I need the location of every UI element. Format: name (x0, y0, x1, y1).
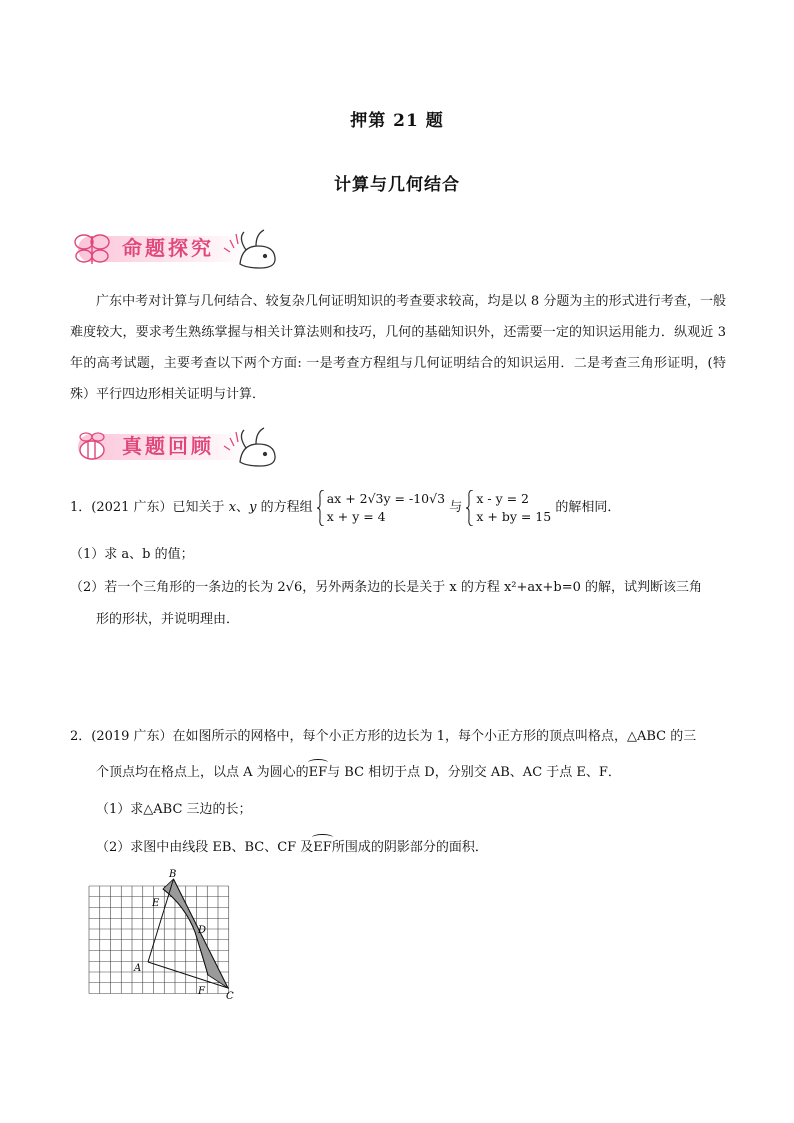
q1-part-2-line-1: （2）若一个三角形的一条边的长为 2√6，另外两条边的长是关于 x 的方程 x²+ax+b=0 的解，试判断该三角 (70, 580, 702, 595)
sys2-eq1: x - y = 2 (476, 491, 529, 506)
q2-line2-b: 与 BC 相切于点 D，分别交 AB、AC 于点 E、F． (327, 765, 621, 780)
label-d: D (198, 925, 207, 936)
arc-ef-label: EF (313, 838, 332, 858)
q1-suffix: 的解相同． (555, 500, 621, 515)
q1-sep: 、 (236, 500, 250, 515)
label-f: F (198, 986, 205, 997)
q1-part-1: （1）求 a、b 的值； (70, 547, 194, 562)
q1-var-y: y (249, 500, 257, 515)
label-a: A (134, 963, 142, 974)
left-brace-icon (466, 490, 474, 526)
label-c: C (226, 991, 234, 1002)
grid-figure (84, 866, 244, 1006)
question-1-stem (70, 490, 620, 526)
q2-part-1: （1）求△ABC 三边的长； (96, 802, 252, 817)
section-banner-explore (70, 226, 282, 272)
segment-ab (148, 879, 174, 962)
page-subtitle: 计算与几何结合 (334, 175, 460, 195)
q2-part2-b: 所围成的阴影部分的面积． (331, 840, 488, 855)
equation-system-2 (466, 490, 551, 526)
q1-mid: 的方程组 (260, 500, 313, 515)
q1-connector: 与 (449, 500, 463, 515)
q1-var-x: x (228, 500, 237, 515)
q2-line2-a: 个顶点均在格点上，以点 A 为圆心的 (96, 765, 309, 780)
left-brace-icon (317, 490, 325, 526)
q1-prefix: 1．(2021 广东）已知关于 (70, 500, 225, 515)
section-heading-explore: 命题探究 (122, 236, 214, 260)
sys1-eq1: ax + 2√3y = -10√3 (326, 491, 446, 506)
intro-paragraph: 广东中考对计算与几何结合、较复杂几何证明知识的考查要求较高，均是以 8 分题为主的形式进行考查，一般难度较大，要求考生熟练掌握与相关计算法则和技巧，几何的基础知识外，还需要一定的知识运用能力．纵观近 3 年的高考试题，主要考查以下两个方面: 一是考查方程组与几何证明结合的知识运用．二是考查三角形证明，(特殊）平行四边形相关证明与计算． (70, 294, 726, 402)
section-heading-review: 真题回顾 (122, 434, 214, 458)
q2-stem-line-1: 2．(2019 广东）在如图所示的网格中，每个小正方形的边长为 1，每个小正方形的顶点叫格点，△ABC 的三 (70, 729, 697, 744)
sys1-eq2: x + y = 4 (326, 509, 386, 524)
equation-system-1 (317, 490, 445, 526)
sys2-eq2: x + by = 15 (476, 509, 552, 524)
label-b: B (169, 869, 177, 880)
q1-part-2-line-2: 形的形状，并说明理由． (96, 612, 240, 627)
page-title: 押第 21 题 (350, 111, 444, 131)
q2-part2-a: （2）求图中由线段 EB、BC、CF 及 (96, 840, 314, 855)
q2-stem-line-2 (96, 763, 621, 783)
label-e: E (152, 898, 160, 909)
arc-ef-label: EF (309, 763, 328, 783)
q2-part-2 (96, 838, 488, 858)
section-banner-review (70, 424, 282, 470)
